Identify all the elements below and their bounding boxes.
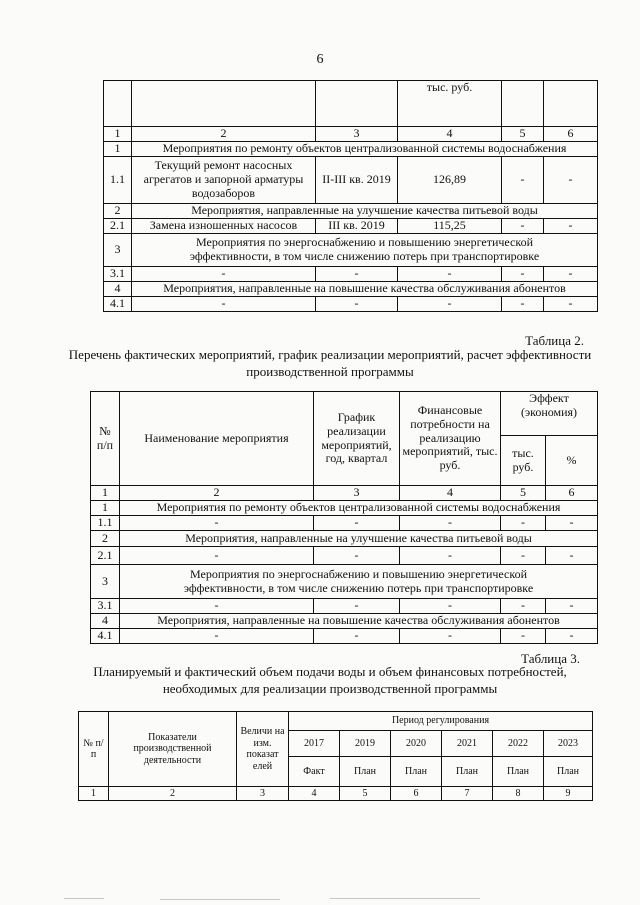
header-effect: Эффект (экономия) xyxy=(501,392,598,436)
table-1-continuation xyxy=(103,80,598,312)
col-number: 8 xyxy=(493,787,544,801)
kind-cell: План xyxy=(391,757,442,787)
section-row xyxy=(91,565,598,599)
section-number: 2 xyxy=(91,531,120,547)
table-cell: - xyxy=(314,628,400,643)
row-number: 4.1 xyxy=(91,628,120,643)
table-3 xyxy=(78,711,593,801)
table-cell: - xyxy=(400,547,501,565)
table-cell xyxy=(544,81,598,127)
table-2 xyxy=(90,391,598,644)
table-row xyxy=(104,267,598,282)
col-number: 9 xyxy=(544,787,593,801)
table-cell: - xyxy=(501,516,546,531)
header-num: № п/п xyxy=(79,712,109,787)
section-title: Мероприятия по ремонту объектов централизованной системы водоснабжения xyxy=(120,501,598,516)
header-row xyxy=(91,392,598,436)
section-title: Мероприятия по энергоснабжению и повышению энергетической эффективности, в том числе снижению потерь при транспортировке xyxy=(132,234,598,267)
table-2-title: Перечень фактических мероприятий, график реализации мероприятий, расчет эффективности производственной программы xyxy=(68,347,592,379)
table-cell: - xyxy=(546,599,598,614)
row-number: 3.1 xyxy=(104,267,132,282)
col-number: 5 xyxy=(501,486,546,501)
header-name: Наименование мероприятия xyxy=(120,392,314,486)
scan-artifact xyxy=(160,899,280,900)
table-row xyxy=(104,297,598,312)
table-cell: - xyxy=(544,297,598,312)
col-number: 6 xyxy=(391,787,442,801)
row-number: 3.1 xyxy=(91,599,120,614)
section-number: 3 xyxy=(104,234,132,267)
section-row xyxy=(91,613,598,628)
row-number: 2.1 xyxy=(91,547,120,565)
table-cell xyxy=(502,81,544,127)
col-number: 7 xyxy=(442,787,493,801)
effect-rub: - xyxy=(502,157,544,204)
effect-pct: - xyxy=(544,219,598,234)
col-number: 1 xyxy=(91,486,120,501)
scan-artifact xyxy=(330,898,480,899)
col-number: 4 xyxy=(398,127,502,142)
table-3-caption: Таблица 3. xyxy=(521,651,580,666)
table-cell: - xyxy=(400,599,501,614)
section-number: 4 xyxy=(104,282,132,297)
table-cell: - xyxy=(398,297,502,312)
header-units: Величи на изм. показат елей xyxy=(237,712,289,787)
effect-pct: - xyxy=(544,157,598,204)
schedule: III кв. 2019 xyxy=(316,219,398,234)
col-number: 1 xyxy=(79,787,109,801)
finance: 115,25 xyxy=(398,219,502,234)
table-row xyxy=(91,599,598,614)
table-row xyxy=(104,81,598,127)
table-2-caption: Таблица 2. xyxy=(525,333,584,348)
col-number: 2 xyxy=(132,127,316,142)
header-indicators: Показатели производственной деятельности xyxy=(109,712,237,787)
table-cell: - xyxy=(400,628,501,643)
section-row xyxy=(91,531,598,547)
section-title: Мероприятия по ремонту объектов централизованной системы водоснабжения xyxy=(132,142,598,157)
section-number: 3 xyxy=(91,565,120,599)
measure-name: Текущий ремонт насосных агрегатов и запорной арматуры водозаборов xyxy=(132,157,316,204)
section-title: Мероприятия, направленные на повышение качества обслуживания абонентов xyxy=(132,282,598,297)
table-cell xyxy=(316,81,398,127)
kind-cell: План xyxy=(442,757,493,787)
page-number: 6 xyxy=(316,52,324,67)
year-cell: 2022 xyxy=(493,731,544,757)
effect-rub: - xyxy=(502,219,544,234)
kind-cell: План xyxy=(493,757,544,787)
table-row xyxy=(91,628,598,643)
table-cell: - xyxy=(502,267,544,282)
finance: 126,89 xyxy=(398,157,502,204)
kind-cell: Факт xyxy=(289,757,340,787)
table-cell: - xyxy=(546,516,598,531)
col-number: 5 xyxy=(502,127,544,142)
header-period: Период регулирования xyxy=(289,712,593,731)
section-row xyxy=(91,501,598,516)
table-cell: - xyxy=(120,516,314,531)
col-number: 4 xyxy=(400,486,501,501)
col-number: 5 xyxy=(340,787,391,801)
col-number: 3 xyxy=(314,486,400,501)
row-number: 1.1 xyxy=(104,157,132,204)
table-cell: - xyxy=(398,267,502,282)
col-number: 3 xyxy=(237,787,289,801)
header-num: № п/п xyxy=(91,392,120,486)
year-cell: 2021 xyxy=(442,731,493,757)
year-cell: 2019 xyxy=(340,731,391,757)
table-cell: - xyxy=(316,267,398,282)
table-row xyxy=(91,516,598,531)
section-title: Мероприятия, направленные на улучшение качества питьевой воды xyxy=(132,204,598,219)
year-cell: 2023 xyxy=(544,731,593,757)
table-cell: - xyxy=(546,628,598,643)
table-cell: - xyxy=(314,547,400,565)
table-cell: - xyxy=(120,599,314,614)
column-number-row xyxy=(104,127,598,142)
table-row xyxy=(104,157,598,204)
section-row xyxy=(104,282,598,297)
row-number: 2.1 xyxy=(104,219,132,234)
kind-cell: План xyxy=(544,757,593,787)
col-number: 6 xyxy=(546,486,598,501)
table-cell xyxy=(104,81,132,127)
header-row xyxy=(79,712,593,731)
section-title: Мероприятия, направленные на повышение качества обслуживания абонентов xyxy=(120,613,598,628)
table-cell xyxy=(132,81,316,127)
col-number: 1 xyxy=(104,127,132,142)
table-cell: - xyxy=(314,599,400,614)
unit-header: тыс. руб. xyxy=(398,81,502,127)
scan-artifact xyxy=(64,898,104,899)
year-cell: 2020 xyxy=(391,731,442,757)
section-number: 1 xyxy=(91,501,120,516)
col-number: 2 xyxy=(120,486,314,501)
year-cell: 2017 xyxy=(289,731,340,757)
section-title: Мероприятия по энергоснабжению и повышению энергетической эффективности, в том числе снижению потерь при транспортировке xyxy=(120,565,598,599)
schedule: II-III кв. 2019 xyxy=(316,157,398,204)
section-number: 4 xyxy=(91,613,120,628)
header-finance: Финансовые потребности на реализацию мероприятий, тыс. руб. xyxy=(400,392,501,486)
table-cell: - xyxy=(132,267,316,282)
table-cell: - xyxy=(132,297,316,312)
measure-name: Замена изношенных насосов xyxy=(132,219,316,234)
col-number: 3 xyxy=(316,127,398,142)
row-number: 1.1 xyxy=(91,516,120,531)
table-3-title: Планируемый и фактический объем подачи воды и объем финансовых потребностей, необходимых для реализации производственной программы xyxy=(93,664,567,696)
section-title: Мероприятия, направленные на улучшение качества питьевой воды xyxy=(120,531,598,547)
section-row xyxy=(104,234,598,267)
section-row xyxy=(104,204,598,219)
table-cell: - xyxy=(546,547,598,565)
table-cell: - xyxy=(400,516,501,531)
table-cell: - xyxy=(314,516,400,531)
header-effect-pct: % xyxy=(546,436,598,486)
table-cell: - xyxy=(316,297,398,312)
col-number: 4 xyxy=(289,787,340,801)
kind-cell: План xyxy=(340,757,391,787)
section-number: 2 xyxy=(104,204,132,219)
header-schedule: График реализации мероприятий, год, квартал xyxy=(314,392,400,486)
column-number-row xyxy=(79,787,593,801)
col-number: 2 xyxy=(109,787,237,801)
table-cell: - xyxy=(501,628,546,643)
table-cell: - xyxy=(544,267,598,282)
table-row xyxy=(104,219,598,234)
table-row xyxy=(91,547,598,565)
table-cell: - xyxy=(501,547,546,565)
section-number: 1 xyxy=(104,142,132,157)
row-number: 4.1 xyxy=(104,297,132,312)
table-cell: - xyxy=(120,628,314,643)
header-effect-rub: тыс. руб. xyxy=(501,436,546,486)
section-row xyxy=(104,142,598,157)
table-cell: - xyxy=(502,297,544,312)
column-number-row xyxy=(91,486,598,501)
table-cell: - xyxy=(501,599,546,614)
col-number: 6 xyxy=(544,127,598,142)
table-cell: - xyxy=(120,547,314,565)
